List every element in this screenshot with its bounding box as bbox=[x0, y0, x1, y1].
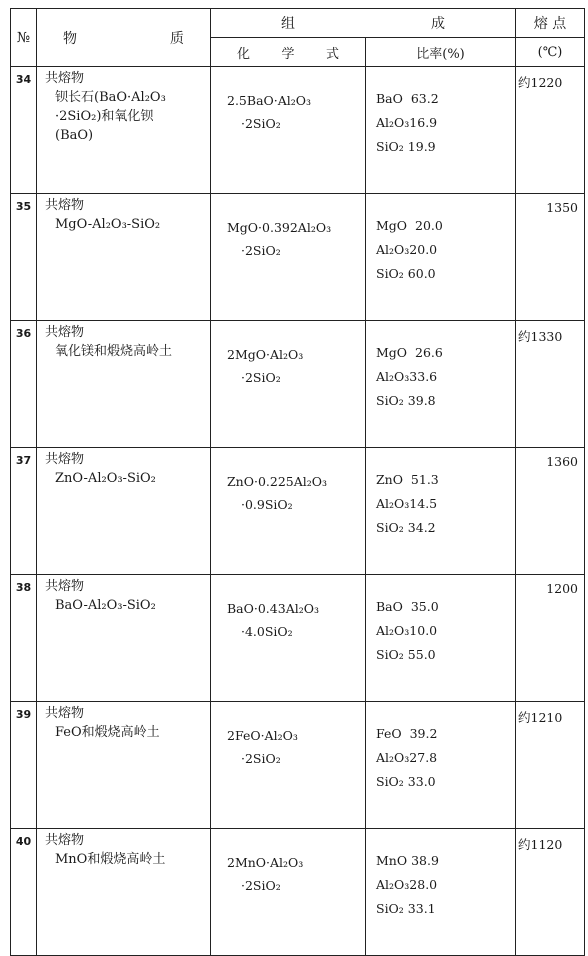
material-line: BaO-Al₂O₃-SiO₂ bbox=[55, 598, 156, 613]
header-melting-point: 熔 点 bbox=[516, 9, 585, 38]
melting-point-value: 约1220 bbox=[516, 67, 585, 194]
formula-line: ·4.0SiO₂ bbox=[241, 624, 293, 639]
ratio-line: SiO₂ 19.9 bbox=[376, 139, 436, 154]
table-row bbox=[11, 194, 585, 321]
table-row bbox=[11, 67, 585, 194]
material-type: 共熔物 bbox=[45, 71, 85, 86]
ratio-cell bbox=[366, 194, 516, 321]
formula-cell bbox=[211, 194, 366, 321]
ratio-line: SiO₂ 39.8 bbox=[376, 393, 436, 408]
material-line: FeO和煅烧高岭土 bbox=[55, 725, 160, 740]
row-number: 36 bbox=[11, 321, 37, 448]
row-number: 37 bbox=[11, 448, 37, 575]
ratio-line: Al₂O₃14.5 bbox=[376, 496, 438, 511]
material-type: 共熔物 bbox=[45, 706, 85, 721]
header-composition-b: 成 bbox=[431, 16, 445, 32]
formula-cell bbox=[211, 321, 366, 448]
header-row-top bbox=[11, 9, 585, 38]
header-substance-b: 质 bbox=[170, 30, 184, 47]
ratio-line: BaO 35.0 bbox=[376, 599, 439, 614]
material-line: MgO-Al₂O₃-SiO₂ bbox=[55, 217, 161, 232]
material-line: 氧化镁和煅烧高岭土 bbox=[55, 344, 173, 359]
formula-line: 2FeO·Al₂O₃ bbox=[227, 728, 298, 743]
formula-line: 2MnO·Al₂O₃ bbox=[227, 855, 304, 870]
header-melting-unit: (℃) bbox=[516, 38, 585, 67]
ratio-line: FeO 39.2 bbox=[376, 726, 438, 741]
material-cell bbox=[37, 448, 211, 575]
formula-line: MgO·0.392Al₂O₃ bbox=[227, 220, 332, 235]
formula-line: BaO·0.43Al₂O₃ bbox=[227, 601, 319, 616]
header-composition bbox=[211, 9, 516, 38]
formula-line: ·2SiO₂ bbox=[241, 116, 281, 131]
melting-point-value: 1200 bbox=[516, 575, 585, 702]
ratio-line: ZnO 51.3 bbox=[376, 472, 439, 487]
ratio-line: Al₂O₃10.0 bbox=[376, 623, 438, 638]
row-number: 35 bbox=[11, 194, 37, 321]
ratio-line: Al₂O₃27.8 bbox=[376, 750, 438, 765]
table-row bbox=[11, 702, 585, 829]
material-cell bbox=[37, 194, 211, 321]
material-line: ZnO-Al₂O₃-SiO₂ bbox=[55, 471, 156, 486]
row-number: 38 bbox=[11, 575, 37, 702]
ratio-cell bbox=[366, 448, 516, 575]
formula-line: ·2SiO₂ bbox=[241, 243, 281, 258]
ratio-line: SiO₂ 55.0 bbox=[376, 647, 436, 662]
ratio-line: SiO₂ 34.2 bbox=[376, 520, 436, 535]
ratio-line: MgO 20.0 bbox=[376, 218, 443, 233]
material-cell bbox=[37, 67, 211, 194]
melting-point-value: 1350 bbox=[516, 194, 585, 321]
header-formula-b: 学 bbox=[281, 46, 295, 62]
header-substance-a: 物 bbox=[63, 30, 77, 47]
ratio-line: SiO₂ 60.0 bbox=[376, 266, 436, 281]
melting-point-value: 约1120 bbox=[516, 829, 585, 956]
formula-line: ·0.9SiO₂ bbox=[241, 497, 293, 512]
header-formula bbox=[211, 38, 366, 67]
ratio-cell bbox=[366, 321, 516, 448]
melting-point-value: 约1210 bbox=[516, 702, 585, 829]
material-cell bbox=[37, 575, 211, 702]
material-cell bbox=[37, 321, 211, 448]
material-line: (BaO) bbox=[55, 128, 94, 143]
melting-point-table bbox=[10, 8, 585, 956]
header-substance bbox=[37, 9, 211, 67]
material-type: 共熔物 bbox=[45, 198, 85, 213]
table-body bbox=[11, 67, 585, 956]
ratio-line: Al₂O₃28.0 bbox=[376, 877, 438, 892]
material-type: 共熔物 bbox=[45, 833, 85, 848]
header-no: № bbox=[11, 9, 37, 67]
header-formula-c: 式 bbox=[325, 46, 339, 62]
ratio-line: SiO₂ 33.0 bbox=[376, 774, 436, 789]
formula-line: ·2SiO₂ bbox=[241, 370, 281, 385]
table-row bbox=[11, 448, 585, 575]
table-row bbox=[11, 575, 585, 702]
ratio-cell bbox=[366, 702, 516, 829]
ratio-cell bbox=[366, 67, 516, 194]
melting-point-value: 1360 bbox=[516, 448, 585, 575]
material-type: 共熔物 bbox=[45, 325, 85, 340]
header-ratio: 比率(%) bbox=[366, 38, 516, 67]
material-line: MnO和煅烧高岭土 bbox=[55, 852, 166, 867]
header-formula-a: 化 bbox=[237, 46, 251, 62]
formula-cell bbox=[211, 702, 366, 829]
material-type: 共熔物 bbox=[45, 452, 85, 467]
formula-line: ·2SiO₂ bbox=[241, 751, 281, 766]
formula-line: 2MgO·Al₂O₃ bbox=[227, 347, 304, 362]
ratio-line: MnO 38.9 bbox=[376, 853, 439, 868]
table-row bbox=[11, 321, 585, 448]
ratio-line: Al₂O₃16.9 bbox=[376, 115, 438, 130]
material-line: 钡长石(BaO·Al₂O₃ bbox=[55, 90, 166, 105]
formula-cell bbox=[211, 448, 366, 575]
formula-line: 2.5BaO·Al₂O₃ bbox=[227, 93, 312, 108]
header-composition-a: 组 bbox=[281, 16, 295, 32]
material-line: ·2SiO₂)和氧化钡 bbox=[55, 109, 154, 124]
melting-point-value: 约1330 bbox=[516, 321, 585, 448]
row-number: 39 bbox=[11, 702, 37, 829]
material-type: 共熔物 bbox=[45, 579, 85, 594]
material-cell bbox=[37, 702, 211, 829]
formula-line: ZnO·0.225Al₂O₃ bbox=[227, 474, 328, 489]
formula-line: ·2SiO₂ bbox=[241, 878, 281, 893]
ratio-line: Al₂O₃33.6 bbox=[376, 369, 438, 384]
ratio-line: BaO 63.2 bbox=[376, 91, 439, 106]
formula-cell bbox=[211, 67, 366, 194]
row-number: 34 bbox=[11, 67, 37, 194]
ratio-line: MgO 26.6 bbox=[376, 345, 443, 360]
ratio-cell bbox=[366, 575, 516, 702]
formula-cell bbox=[211, 575, 366, 702]
ratio-line: Al₂O₃20.0 bbox=[376, 242, 438, 257]
ratio-line: SiO₂ 33.1 bbox=[376, 901, 436, 916]
row-number: 40 bbox=[11, 829, 37, 956]
